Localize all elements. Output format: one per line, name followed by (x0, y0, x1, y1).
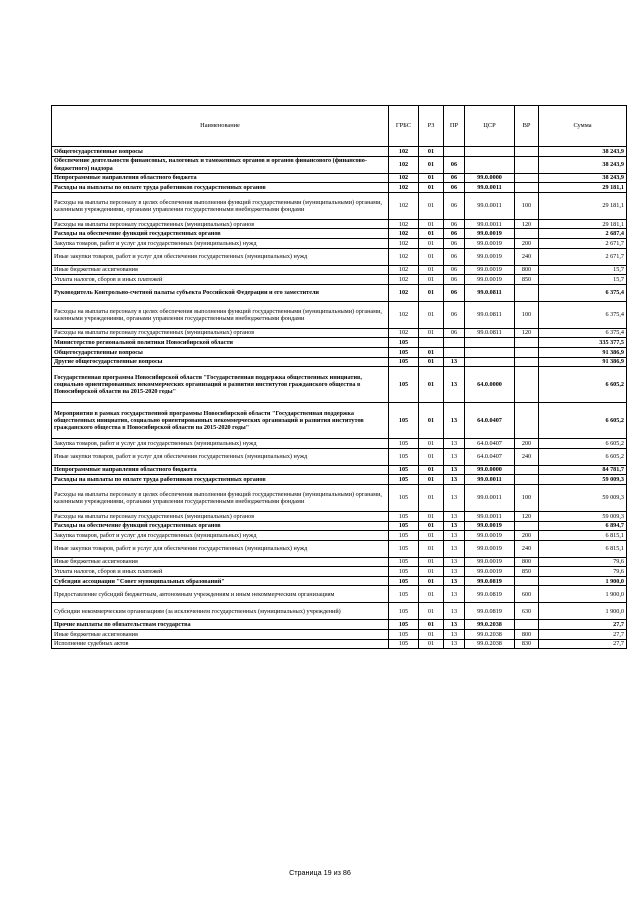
cell-sum: 29 181,1 (539, 219, 627, 229)
cell-name: Другие общегосударственные вопросы (52, 357, 389, 367)
cell-csr: 99.0.0019 (465, 567, 515, 577)
cell-name: Расходы на выплаты персоналу государственных (муниципальных) органов (52, 219, 389, 229)
cell-rz: 01 (419, 248, 444, 265)
cell-grbs: 105 (389, 475, 419, 485)
cell-sum: 6 815,1 (539, 540, 627, 557)
cell-sum: 38 243,9 (539, 147, 627, 157)
cell-sum: 1 900,0 (539, 603, 627, 620)
table-row (52, 603, 627, 620)
page-number: Страница 19 из 86 (289, 868, 351, 877)
cell-name: Расходы на выплаты по оплате труда работников государственных органов (52, 475, 389, 485)
cell-csr: 99.0.0019 (465, 275, 515, 285)
cell-grbs: 105 (389, 465, 419, 475)
cell-vr: 850 (515, 275, 539, 285)
cell-pr: 13 (444, 465, 465, 475)
cell-name: Расходы на выплаты персоналу в целях обеспечения выполнения функций государственными (муниципальными) органами, казенными учреждениями, органами управления государственными внебюджетными фондами (52, 301, 389, 328)
cell-grbs: 105 (389, 603, 419, 620)
cell-vr (515, 183, 539, 193)
cell-csr: 99.0.0019 (465, 521, 515, 531)
cell-csr: 99.0.0000 (465, 173, 515, 183)
cell-rz: 01 (419, 439, 444, 449)
table-row (52, 576, 627, 586)
cell-name: Закупка товаров, работ и услуг для государственных (муниципальных) нужд (52, 439, 389, 449)
cell-rz: 01 (419, 521, 444, 531)
cell-rz: 01 (419, 403, 444, 439)
cell-vr (515, 620, 539, 630)
cell-csr: 99.0.0819 (465, 576, 515, 586)
cell-name: Непрограммные направления областного бюджета (52, 173, 389, 183)
cell-rz: 01 (419, 367, 444, 403)
cell-grbs: 105 (389, 576, 419, 586)
cell-name: Руководитель Контрольно-счетной палаты субъекта Российской Федерации и его заместители (52, 284, 389, 301)
cell-rz: 01 (419, 156, 444, 173)
table-row (52, 301, 627, 328)
cell-pr: 13 (444, 484, 465, 511)
cell-name: Министерство региональной политики Новосибирской области (52, 338, 389, 348)
cell-name: Расходы на выплаты по оплате труда работников государственных органов (52, 183, 389, 193)
cell-pr: 06 (444, 328, 465, 338)
cell-vr: 100 (515, 192, 539, 219)
cell-sum: 27,7 (539, 639, 627, 649)
cell-sum: 1 900,0 (539, 586, 627, 603)
cell-rz: 01 (419, 328, 444, 338)
cell-pr: 13 (444, 448, 465, 465)
cell-name: Уплата налогов, сборов и иных платежей (52, 567, 389, 577)
cell-grbs: 102 (389, 229, 419, 239)
cell-name: Расходы на выплаты персоналу в целях обеспечения выполнения функций государственными (муниципальными) органами, казенными учреждениями, органами управления государственными внебюджетными фондами (52, 192, 389, 219)
cell-csr (465, 156, 515, 173)
cell-grbs: 102 (389, 265, 419, 275)
cell-grbs: 105 (389, 586, 419, 603)
cell-vr (515, 521, 539, 531)
cell-pr (444, 347, 465, 357)
table-row (52, 630, 627, 640)
cell-pr: 13 (444, 630, 465, 640)
cell-grbs: 102 (389, 219, 419, 229)
cell-grbs: 102 (389, 301, 419, 328)
table-row (52, 248, 627, 265)
header-name: Наименование (52, 106, 389, 147)
cell-rz: 01 (419, 347, 444, 357)
cell-vr: 850 (515, 567, 539, 577)
cell-csr (465, 147, 515, 157)
cell-name: Непрограммные направления областного бюджета (52, 465, 389, 475)
table-row (52, 531, 627, 541)
cell-rz: 01 (419, 531, 444, 541)
cell-csr: 99.0.0011 (465, 511, 515, 521)
header-grbs: ГРБС (389, 106, 419, 147)
cell-grbs: 105 (389, 439, 419, 449)
table-row (52, 465, 627, 475)
cell-vr: 800 (515, 557, 539, 567)
cell-pr (444, 338, 465, 348)
cell-grbs: 102 (389, 248, 419, 265)
table-row (52, 357, 627, 367)
header-sum: Сумма (539, 106, 627, 147)
cell-grbs: 105 (389, 630, 419, 640)
cell-grbs: 105 (389, 347, 419, 357)
cell-csr: 99.0.0811 (465, 284, 515, 301)
cell-sum: 6 605,2 (539, 439, 627, 449)
cell-vr: 240 (515, 448, 539, 465)
cell-grbs: 105 (389, 620, 419, 630)
cell-rz: 01 (419, 301, 444, 328)
cell-sum: 38 243,9 (539, 156, 627, 173)
cell-sum: 38 243,9 (539, 173, 627, 183)
cell-name: Иные бюджетные ассигнования (52, 265, 389, 275)
table-row (52, 448, 627, 465)
cell-name: Прочие выплаты по обязательствам государства (52, 620, 389, 630)
cell-csr: 99.0.0819 (465, 586, 515, 603)
cell-name: Исполнение судебных актов (52, 639, 389, 649)
cell-csr: 99.0.2038 (465, 639, 515, 649)
cell-pr: 06 (444, 156, 465, 173)
cell-name: Мероприятия в рамках государственной программы Новосибирской области "Государственная поддержка общественных инициатив, социально ориентированных некоммерческих организаций и развития институтов гражданского общества в Новосибирской области на 2015-2020 годы" (52, 403, 389, 439)
cell-sum: 2 671,7 (539, 238, 627, 248)
cell-name: Расходы на выплаты персоналу государственных (муниципальных) органов (52, 511, 389, 521)
cell-name: Расходы на обеспечение функций государственных органов (52, 229, 389, 239)
cell-sum: 6 375,4 (539, 301, 627, 328)
header-vr: ВР (515, 106, 539, 147)
cell-vr: 120 (515, 219, 539, 229)
cell-rz: 01 (419, 275, 444, 285)
table-row (52, 192, 627, 219)
cell-csr: 99.0.0011 (465, 192, 515, 219)
table-row (52, 238, 627, 248)
table-row (52, 620, 627, 630)
cell-pr: 13 (444, 603, 465, 620)
cell-grbs: 105 (389, 357, 419, 367)
table-row (52, 183, 627, 193)
cell-rz: 01 (419, 183, 444, 193)
table-row (52, 540, 627, 557)
cell-sum: 84 781,7 (539, 465, 627, 475)
cell-vr (515, 284, 539, 301)
cell-csr: 99.0.0011 (465, 219, 515, 229)
cell-csr: 64.0.0407 (465, 448, 515, 465)
cell-grbs: 102 (389, 192, 419, 219)
cell-rz: 01 (419, 620, 444, 630)
cell-rz: 01 (419, 448, 444, 465)
cell-grbs: 105 (389, 367, 419, 403)
cell-sum: 29 181,1 (539, 183, 627, 193)
table-row (52, 265, 627, 275)
cell-sum: 15,7 (539, 275, 627, 285)
cell-csr: 64.0.0000 (465, 367, 515, 403)
cell-name: Иные бюджетные ассигнования (52, 630, 389, 640)
cell-vr: 120 (515, 328, 539, 338)
cell-name: Расходы на выплаты персоналу государственных (муниципальных) органов (52, 328, 389, 338)
cell-vr: 200 (515, 238, 539, 248)
cell-sum: 79,6 (539, 557, 627, 567)
table-row (52, 156, 627, 173)
cell-name: Обеспечение деятельности финансовых, налоговых и таможенных органов и органов финансового (финансово-бюджетного) надзора (52, 156, 389, 173)
cell-pr: 06 (444, 301, 465, 328)
cell-csr: 99.0.0019 (465, 557, 515, 567)
cell-csr: 99.0.0019 (465, 229, 515, 239)
cell-vr (515, 576, 539, 586)
cell-name: Расходы на выплаты персоналу в целях обеспечения выполнения функций государственными (муниципальными) органами, казенными учреждениями, органами управления государственными внебюджетными фондами (52, 484, 389, 511)
table-row (52, 367, 627, 403)
cell-name: Предоставление субсидий бюджетным, автономным учреждениям и иным некоммерческим организациям (52, 586, 389, 603)
cell-pr: 06 (444, 238, 465, 248)
cell-csr (465, 347, 515, 357)
cell-rz: 01 (419, 192, 444, 219)
cell-pr: 06 (444, 275, 465, 285)
table-row (52, 484, 627, 511)
cell-vr (515, 357, 539, 367)
table-row (52, 511, 627, 521)
cell-vr (515, 338, 539, 348)
cell-pr: 13 (444, 567, 465, 577)
cell-rz (419, 338, 444, 348)
cell-grbs: 105 (389, 531, 419, 541)
table-row (52, 338, 627, 348)
cell-pr: 13 (444, 540, 465, 557)
header-csr: ЦСР (465, 106, 515, 147)
cell-sum: 6 605,2 (539, 403, 627, 439)
cell-vr: 240 (515, 540, 539, 557)
cell-sum: 59 009,3 (539, 475, 627, 485)
cell-rz: 01 (419, 576, 444, 586)
cell-rz: 01 (419, 284, 444, 301)
table-row (52, 586, 627, 603)
cell-sum: 6 605,2 (539, 367, 627, 403)
cell-csr: 99.0.0819 (465, 603, 515, 620)
table-row (52, 284, 627, 301)
cell-csr (465, 357, 515, 367)
cell-pr: 13 (444, 576, 465, 586)
cell-vr (515, 229, 539, 239)
cell-pr: 13 (444, 586, 465, 603)
cell-sum: 1 900,0 (539, 576, 627, 586)
cell-sum: 335 377,5 (539, 338, 627, 348)
table-header-row (52, 106, 627, 147)
cell-pr: 13 (444, 439, 465, 449)
cell-vr: 800 (515, 265, 539, 275)
cell-pr: 13 (444, 367, 465, 403)
cell-sum: 6 605,2 (539, 448, 627, 465)
cell-rz: 01 (419, 147, 444, 157)
cell-pr: 13 (444, 531, 465, 541)
cell-vr (515, 173, 539, 183)
cell-rz: 01 (419, 484, 444, 511)
cell-vr: 100 (515, 484, 539, 511)
cell-pr: 13 (444, 521, 465, 531)
cell-rz: 01 (419, 465, 444, 475)
cell-rz: 01 (419, 238, 444, 248)
cell-pr: 13 (444, 357, 465, 367)
table-row (52, 219, 627, 229)
cell-vr: 200 (515, 531, 539, 541)
cell-csr: 64.0.0407 (465, 403, 515, 439)
cell-vr (515, 367, 539, 403)
cell-grbs: 102 (389, 328, 419, 338)
cell-pr: 06 (444, 248, 465, 265)
cell-grbs: 105 (389, 567, 419, 577)
cell-pr: 06 (444, 284, 465, 301)
cell-csr: 99.0.2038 (465, 630, 515, 640)
cell-vr (515, 347, 539, 357)
cell-name: Закупка товаров, работ и услуг для государственных (муниципальных) нужд (52, 238, 389, 248)
cell-name: Субсидия ассоциации "Совет муниципальных образований" (52, 576, 389, 586)
cell-grbs: 102 (389, 156, 419, 173)
cell-grbs: 105 (389, 338, 419, 348)
cell-vr (515, 403, 539, 439)
cell-csr: 99.0.0019 (465, 531, 515, 541)
table-body (52, 147, 627, 649)
cell-grbs: 105 (389, 448, 419, 465)
cell-vr: 830 (515, 639, 539, 649)
cell-sum: 6 375,4 (539, 328, 627, 338)
table-row (52, 275, 627, 285)
cell-sum: 15,7 (539, 265, 627, 275)
table-row (52, 567, 627, 577)
cell-rz: 01 (419, 639, 444, 649)
cell-rz: 01 (419, 540, 444, 557)
table-row (52, 173, 627, 183)
cell-sum: 29 181,1 (539, 192, 627, 219)
cell-rz: 01 (419, 567, 444, 577)
cell-rz: 01 (419, 357, 444, 367)
cell-csr: 99.0.0019 (465, 248, 515, 265)
header-pr: ПР (444, 106, 465, 147)
cell-pr: 06 (444, 229, 465, 239)
cell-rz: 01 (419, 219, 444, 229)
table-row (52, 475, 627, 485)
cell-name: Иные закупки товаров, работ и услуг для обеспечения государственных (муниципальных) нужд (52, 248, 389, 265)
cell-grbs: 102 (389, 238, 419, 248)
cell-csr: 64.0.0407 (465, 439, 515, 449)
cell-pr: 06 (444, 219, 465, 229)
table-row (52, 639, 627, 649)
cell-vr: 240 (515, 248, 539, 265)
cell-csr: 99.0.0811 (465, 328, 515, 338)
cell-grbs: 102 (389, 173, 419, 183)
table-row (52, 347, 627, 357)
cell-pr (444, 147, 465, 157)
table-row (52, 229, 627, 239)
header-rz: РЗ (419, 106, 444, 147)
cell-name: Иные закупки товаров, работ и услуг для обеспечения государственных (муниципальных) нужд (52, 540, 389, 557)
cell-vr: 800 (515, 630, 539, 640)
cell-csr: 99.0.0011 (465, 484, 515, 511)
cell-vr: 100 (515, 301, 539, 328)
cell-csr: 99.0.0000 (465, 465, 515, 475)
cell-pr: 13 (444, 620, 465, 630)
cell-vr: 630 (515, 603, 539, 620)
cell-grbs: 105 (389, 557, 419, 567)
cell-csr: 99.0.0019 (465, 238, 515, 248)
cell-pr: 13 (444, 511, 465, 521)
cell-name: Иные бюджетные ассигнования (52, 557, 389, 567)
cell-rz: 01 (419, 229, 444, 239)
cell-grbs: 102 (389, 275, 419, 285)
cell-sum: 91 386,9 (539, 357, 627, 367)
cell-pr: 13 (444, 639, 465, 649)
table-row (52, 328, 627, 338)
cell-rz: 01 (419, 173, 444, 183)
cell-vr (515, 465, 539, 475)
cell-grbs: 105 (389, 484, 419, 511)
cell-sum: 6 815,1 (539, 531, 627, 541)
cell-name: Расходы на обеспечение функций государственных органов (52, 521, 389, 531)
cell-sum: 6 894,7 (539, 521, 627, 531)
cell-csr: 99.0.0811 (465, 301, 515, 328)
cell-pr: 13 (444, 403, 465, 439)
cell-grbs: 105 (389, 639, 419, 649)
cell-vr (515, 475, 539, 485)
cell-csr: 99.0.0019 (465, 540, 515, 557)
cell-rz: 01 (419, 557, 444, 567)
cell-sum: 27,7 (539, 630, 627, 640)
cell-sum: 6 375,4 (539, 284, 627, 301)
table-row (52, 147, 627, 157)
cell-csr (465, 338, 515, 348)
cell-sum: 91 386,9 (539, 347, 627, 357)
cell-name: Уплата налогов, сборов и иных платежей (52, 275, 389, 285)
cell-pr: 06 (444, 265, 465, 275)
cell-sum: 2 687,4 (539, 229, 627, 239)
cell-pr: 06 (444, 173, 465, 183)
cell-pr: 06 (444, 183, 465, 193)
cell-vr: 600 (515, 586, 539, 603)
cell-csr: 99.0.0019 (465, 265, 515, 275)
cell-grbs: 102 (389, 183, 419, 193)
cell-rz: 01 (419, 586, 444, 603)
cell-csr: 99.0.2038 (465, 620, 515, 630)
table-row (52, 521, 627, 531)
cell-sum: 59 009,3 (539, 484, 627, 511)
cell-vr (515, 156, 539, 173)
cell-name: Общегосударственные вопросы (52, 147, 389, 157)
table-row (52, 439, 627, 449)
cell-rz: 01 (419, 511, 444, 521)
cell-rz: 01 (419, 630, 444, 640)
cell-pr: 13 (444, 557, 465, 567)
cell-rz: 01 (419, 603, 444, 620)
cell-sum: 79,6 (539, 567, 627, 577)
cell-name: Иные закупки товаров, работ и услуг для обеспечения государственных (муниципальных) нужд (52, 448, 389, 465)
cell-name: Общегосударственные вопросы (52, 347, 389, 357)
cell-name: Закупка товаров, работ и услуг для государственных (муниципальных) нужд (52, 531, 389, 541)
cell-pr: 06 (444, 192, 465, 219)
cell-grbs: 105 (389, 511, 419, 521)
cell-name: Государственная программа Новосибирской области "Государственная поддержка общественных инициатив, социально ориентированных некоммерческих организаций и развития институтов гражданского общества в Новосибирской области на 2015-2020 годы" (52, 367, 389, 403)
cell-grbs: 105 (389, 521, 419, 531)
cell-sum: 2 671,7 (539, 248, 627, 265)
cell-name: Субсидии некоммерческим организациям (за исключением государственных (муниципальных) учреждений) (52, 603, 389, 620)
cell-vr: 200 (515, 439, 539, 449)
cell-csr: 99.0.0011 (465, 183, 515, 193)
cell-vr (515, 147, 539, 157)
cell-grbs: 105 (389, 403, 419, 439)
cell-sum: 59 009,3 (539, 511, 627, 521)
table-row (52, 403, 627, 439)
budget-table (51, 105, 627, 649)
cell-csr: 99.0.0011 (465, 475, 515, 485)
cell-sum: 27,7 (539, 620, 627, 630)
cell-grbs: 105 (389, 540, 419, 557)
cell-vr: 120 (515, 511, 539, 521)
cell-grbs: 102 (389, 284, 419, 301)
table-row (52, 557, 627, 567)
cell-grbs: 102 (389, 147, 419, 157)
cell-rz: 01 (419, 475, 444, 485)
cell-rz: 01 (419, 265, 444, 275)
cell-pr: 13 (444, 475, 465, 485)
